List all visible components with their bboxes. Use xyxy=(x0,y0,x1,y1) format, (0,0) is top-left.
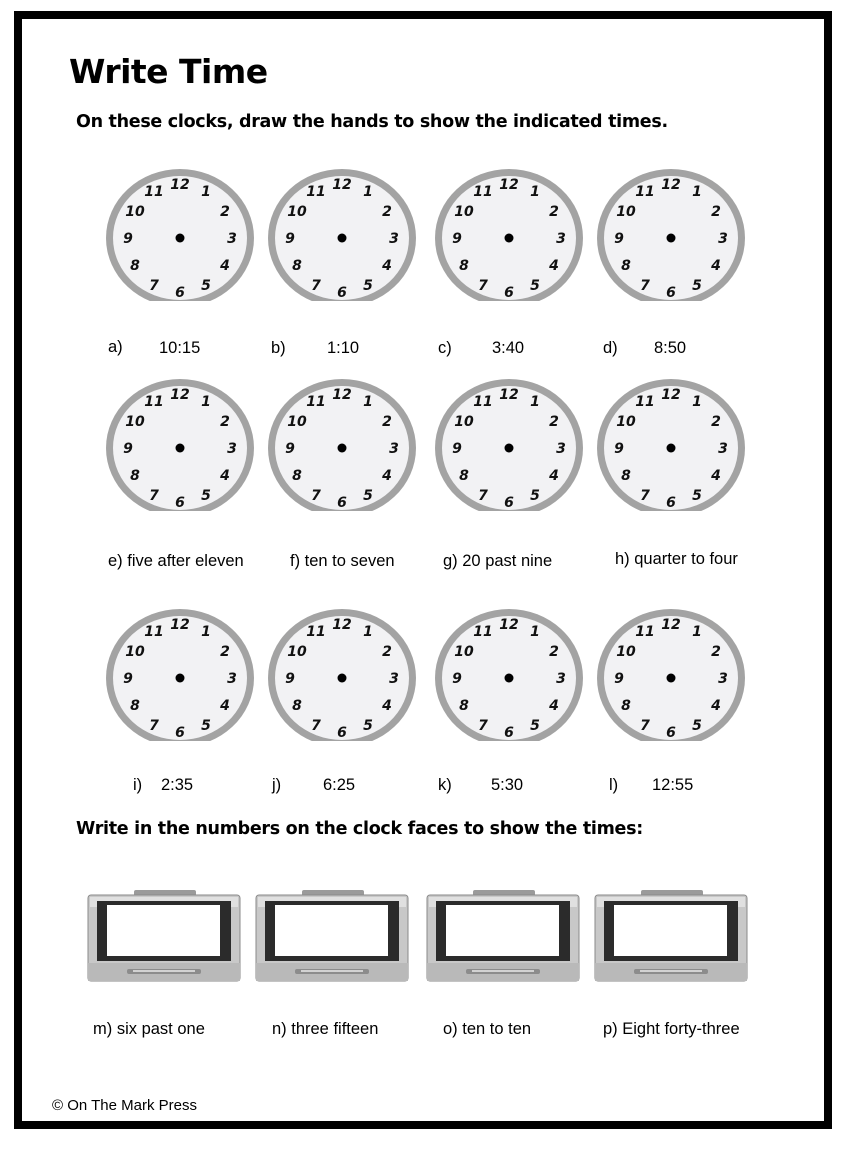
clock-number: 8 xyxy=(459,698,469,714)
clock-number: 6 xyxy=(175,725,185,741)
clock-number: 8 xyxy=(621,468,631,484)
clock-face-icon xyxy=(433,159,585,301)
clock-number: 12 xyxy=(332,177,352,193)
clock-face-icon xyxy=(104,599,256,741)
clock-number: 2 xyxy=(382,414,392,430)
clock-number: 2 xyxy=(382,204,392,220)
clock-number: 4 xyxy=(711,698,721,714)
clock-number: 11 xyxy=(306,624,326,641)
analog-instructions: On these clocks, draw the hands to show the indicated times. xyxy=(76,112,668,132)
clock-number: 11 xyxy=(473,624,493,641)
clock-center-dot xyxy=(338,674,347,683)
clock-number: 10 xyxy=(616,204,636,220)
digital-clock-n[interactable] xyxy=(255,890,409,983)
clock-number: 8 xyxy=(292,258,302,274)
analog-clock-l[interactable] xyxy=(595,599,747,741)
clock-number: 9 xyxy=(285,671,295,687)
clock-number: 6 xyxy=(666,495,676,511)
clock-number: 2 xyxy=(711,414,721,430)
clock-number: 6 xyxy=(666,725,676,741)
analog-clock-j[interactable] xyxy=(266,599,418,741)
clock-number: 1 xyxy=(692,184,702,201)
clock-face-icon xyxy=(595,369,747,511)
clock-number: 6 xyxy=(175,495,185,511)
clock-number: 5 xyxy=(692,277,702,294)
clock-number: 1 xyxy=(692,394,702,411)
clock-number: 3 xyxy=(389,441,399,457)
clock-number: 8 xyxy=(130,698,140,714)
clock-number: 12 xyxy=(332,617,352,633)
analog-clock-h[interactable] xyxy=(595,369,747,511)
clock-center-dot xyxy=(505,444,514,453)
clock-number: 8 xyxy=(459,468,469,484)
clock-number: 2 xyxy=(382,644,392,660)
clock-number: 5 xyxy=(363,277,373,294)
clock-number: 3 xyxy=(556,441,566,457)
item-letter-i: i) xyxy=(133,776,143,794)
clock-number: 1 xyxy=(530,394,540,411)
clock-number: 4 xyxy=(549,698,559,714)
clock-number: 12 xyxy=(332,387,352,403)
clock-number: 4 xyxy=(382,698,392,714)
clock-number: 9 xyxy=(452,441,462,457)
clock-number: 9 xyxy=(614,671,624,687)
clock-number: 10 xyxy=(125,204,145,220)
clock-number: 12 xyxy=(170,617,190,633)
clock-face-icon xyxy=(433,369,585,511)
item-time-a: 10:15 xyxy=(159,339,201,357)
clock-number: 11 xyxy=(635,184,655,201)
item-label-e: e) five after eleven xyxy=(108,552,244,570)
analog-clock-k[interactable] xyxy=(433,599,585,741)
analog-clock-i[interactable] xyxy=(104,599,256,741)
analog-clock-g[interactable] xyxy=(433,369,585,511)
clock-center-dot xyxy=(667,234,676,243)
clock-center-dot xyxy=(505,674,514,683)
clock-base-stripe-light xyxy=(472,970,534,972)
clock-number: 3 xyxy=(227,231,237,247)
clock-number: 7 xyxy=(311,277,321,294)
clock-center-dot xyxy=(667,674,676,683)
clock-number: 8 xyxy=(621,698,631,714)
clock-number: 3 xyxy=(718,441,728,457)
analog-clock-d[interactable] xyxy=(595,159,747,301)
clock-number: 10 xyxy=(454,414,474,430)
clock-number: 10 xyxy=(125,644,145,660)
item-letter-d: d) xyxy=(603,339,618,357)
clock-number: 10 xyxy=(454,204,474,220)
item-letter-b: b) xyxy=(271,339,286,357)
item-time-l: 12:55 xyxy=(652,776,694,794)
clock-center-dot xyxy=(176,234,185,243)
clock-number: 4 xyxy=(711,468,721,484)
clock-number: 2 xyxy=(220,644,230,660)
clock-number: 1 xyxy=(363,624,373,641)
clock-number: 2 xyxy=(711,644,721,660)
item-time-b: 1:10 xyxy=(327,339,360,357)
clock-base-stripe-light xyxy=(301,970,363,972)
clock-number: 7 xyxy=(640,717,650,734)
clock-number: 7 xyxy=(478,487,488,504)
clock-number: 1 xyxy=(201,184,211,201)
digital-clock-p[interactable] xyxy=(594,890,748,983)
clock-face-icon xyxy=(595,599,747,741)
analog-clock-c[interactable] xyxy=(433,159,585,301)
clock-number: 6 xyxy=(175,285,185,301)
clock-number: 6 xyxy=(337,495,347,511)
clock-number: 10 xyxy=(287,644,307,660)
clock-number: 10 xyxy=(125,414,145,430)
clock-number: 12 xyxy=(499,177,519,193)
item-time-d: 8:50 xyxy=(654,339,687,357)
clock-number: 5 xyxy=(201,487,211,504)
clock-number: 5 xyxy=(692,717,702,734)
clock-number: 4 xyxy=(711,258,721,274)
clock-number: 5 xyxy=(530,717,540,734)
clock-number: 1 xyxy=(363,184,373,201)
clock-number: 1 xyxy=(201,624,211,641)
item-letter-a: a) xyxy=(108,338,123,356)
clock-number: 12 xyxy=(499,387,519,403)
clock-number: 11 xyxy=(473,394,493,411)
clock-screen xyxy=(275,905,388,956)
clock-number: 12 xyxy=(170,387,190,403)
clock-number: 11 xyxy=(144,394,164,411)
clock-number: 4 xyxy=(220,698,230,714)
clock-number: 7 xyxy=(311,717,321,734)
item-label-n: n) three fifteen xyxy=(272,1020,379,1038)
clock-center-dot xyxy=(505,234,514,243)
item-label-f: f) ten to seven xyxy=(290,552,395,570)
clock-number: 7 xyxy=(478,277,488,294)
clock-number: 8 xyxy=(130,258,140,274)
item-label-p: p) Eight forty-three xyxy=(603,1020,740,1038)
clock-screen xyxy=(614,905,727,956)
clock-number: 4 xyxy=(220,468,230,484)
clock-number: 6 xyxy=(666,285,676,301)
analog-clock-f[interactable] xyxy=(266,369,418,511)
clock-face-icon xyxy=(595,159,747,301)
clock-number: 2 xyxy=(711,204,721,220)
clock-number: 6 xyxy=(337,725,347,741)
clock-number: 7 xyxy=(149,277,159,294)
clock-number: 4 xyxy=(382,468,392,484)
clock-number: 4 xyxy=(549,258,559,274)
clock-number: 11 xyxy=(473,184,493,201)
clock-number: 12 xyxy=(661,617,681,633)
clock-number: 3 xyxy=(556,231,566,247)
clock-center-dot xyxy=(667,444,676,453)
clock-number: 12 xyxy=(661,387,681,403)
clock-number: 9 xyxy=(123,441,133,457)
clock-number: 7 xyxy=(149,487,159,504)
item-letter-j: j) xyxy=(272,776,282,794)
clock-number: 6 xyxy=(337,285,347,301)
clock-number: 3 xyxy=(389,671,399,687)
clock-number: 1 xyxy=(530,184,540,201)
digital-clock-icon xyxy=(594,890,748,983)
clock-number: 7 xyxy=(311,487,321,504)
clock-number: 9 xyxy=(123,671,133,687)
clock-number: 7 xyxy=(478,717,488,734)
clock-number: 7 xyxy=(149,717,159,734)
digital-clock-o[interactable] xyxy=(426,890,580,983)
digital-clock-icon xyxy=(87,890,241,983)
clock-number: 3 xyxy=(718,231,728,247)
item-letter-l: l) xyxy=(609,776,619,794)
digital-clock-m[interactable] xyxy=(87,890,241,983)
clock-face-icon xyxy=(104,369,256,511)
clock-number: 5 xyxy=(692,487,702,504)
clock-center-dot xyxy=(176,444,185,453)
clock-number: 8 xyxy=(292,468,302,484)
clock-number: 3 xyxy=(718,671,728,687)
clock-number: 2 xyxy=(549,204,559,220)
clock-face-icon xyxy=(266,599,418,741)
clock-number: 10 xyxy=(287,414,307,430)
clock-number: 6 xyxy=(504,495,514,511)
clock-base-stripe-light xyxy=(133,970,195,972)
clock-number: 3 xyxy=(227,441,237,457)
clock-number: 4 xyxy=(220,258,230,274)
clock-number: 8 xyxy=(292,698,302,714)
clock-number: 9 xyxy=(452,671,462,687)
clock-number: 11 xyxy=(144,624,164,641)
clock-number: 4 xyxy=(549,468,559,484)
clock-number: 3 xyxy=(389,231,399,247)
clock-number: 10 xyxy=(287,204,307,220)
clock-face-icon xyxy=(266,159,418,301)
analog-clock-e[interactable] xyxy=(104,369,256,511)
clock-number: 2 xyxy=(220,414,230,430)
clock-number: 1 xyxy=(530,624,540,641)
clock-number: 5 xyxy=(201,717,211,734)
item-label-o: o) ten to ten xyxy=(443,1020,532,1038)
clock-number: 2 xyxy=(549,414,559,430)
clock-number: 2 xyxy=(549,644,559,660)
clock-number: 10 xyxy=(616,414,636,430)
item-label-g: g) 20 past nine xyxy=(443,552,553,570)
analog-clock-b[interactable] xyxy=(266,159,418,301)
clock-number: 11 xyxy=(635,394,655,411)
clock-number: 3 xyxy=(227,671,237,687)
clock-number: 12 xyxy=(499,617,519,633)
clock-number: 9 xyxy=(452,231,462,247)
item-letter-k: k) xyxy=(438,776,452,794)
digital-clock-icon xyxy=(255,890,409,983)
clock-number: 9 xyxy=(285,231,295,247)
clock-number: 9 xyxy=(614,441,624,457)
clock-center-dot xyxy=(338,234,347,243)
clock-number: 9 xyxy=(123,231,133,247)
clock-number: 11 xyxy=(306,184,326,201)
clock-number: 11 xyxy=(144,184,164,201)
item-time-i: 2:35 xyxy=(161,776,194,794)
digital-clock-icon xyxy=(426,890,580,983)
clock-number: 10 xyxy=(454,644,474,660)
clock-number: 5 xyxy=(363,717,373,734)
item-label-h: h) quarter to four xyxy=(615,550,738,568)
clock-number: 5 xyxy=(363,487,373,504)
clock-face-icon xyxy=(266,369,418,511)
clock-number: 2 xyxy=(220,204,230,220)
clock-number: 5 xyxy=(530,277,540,294)
clock-number: 6 xyxy=(504,725,514,741)
clock-number: 1 xyxy=(363,394,373,411)
clock-screen xyxy=(446,905,559,956)
clock-face-icon xyxy=(433,599,585,741)
clock-base-stripe-light xyxy=(640,970,702,972)
clock-center-dot xyxy=(176,674,185,683)
item-time-j: 6:25 xyxy=(323,776,356,794)
clock-number: 5 xyxy=(530,487,540,504)
copyright-notice: © On The Mark Press xyxy=(52,1097,197,1114)
clock-number: 9 xyxy=(285,441,295,457)
clock-number: 6 xyxy=(504,285,514,301)
clock-number: 1 xyxy=(201,394,211,411)
clock-number: 12 xyxy=(170,177,190,193)
clock-number: 7 xyxy=(640,487,650,504)
clock-center-dot xyxy=(338,444,347,453)
clock-number: 8 xyxy=(459,258,469,274)
clock-number: 8 xyxy=(621,258,631,274)
clock-number: 11 xyxy=(635,624,655,641)
item-letter-c: c) xyxy=(438,339,452,357)
clock-number: 4 xyxy=(382,258,392,274)
item-time-k: 5:30 xyxy=(491,776,524,794)
clock-number: 8 xyxy=(130,468,140,484)
clock-number: 10 xyxy=(616,644,636,660)
clock-number: 1 xyxy=(692,624,702,641)
clock-number: 11 xyxy=(306,394,326,411)
clock-face-icon xyxy=(104,159,256,301)
digital-instructions: Write in the numbers on the clock faces to show the times: xyxy=(76,819,643,839)
clock-number: 3 xyxy=(556,671,566,687)
clock-number: 5 xyxy=(201,277,211,294)
clock-screen xyxy=(107,905,220,956)
page-title: Write Time xyxy=(69,52,268,91)
clock-number: 12 xyxy=(661,177,681,193)
clock-number: 9 xyxy=(614,231,624,247)
analog-clock-a[interactable] xyxy=(104,159,256,301)
clock-number: 7 xyxy=(640,277,650,294)
item-label-m: m) six past one xyxy=(93,1020,205,1038)
item-time-c: 3:40 xyxy=(492,339,525,357)
